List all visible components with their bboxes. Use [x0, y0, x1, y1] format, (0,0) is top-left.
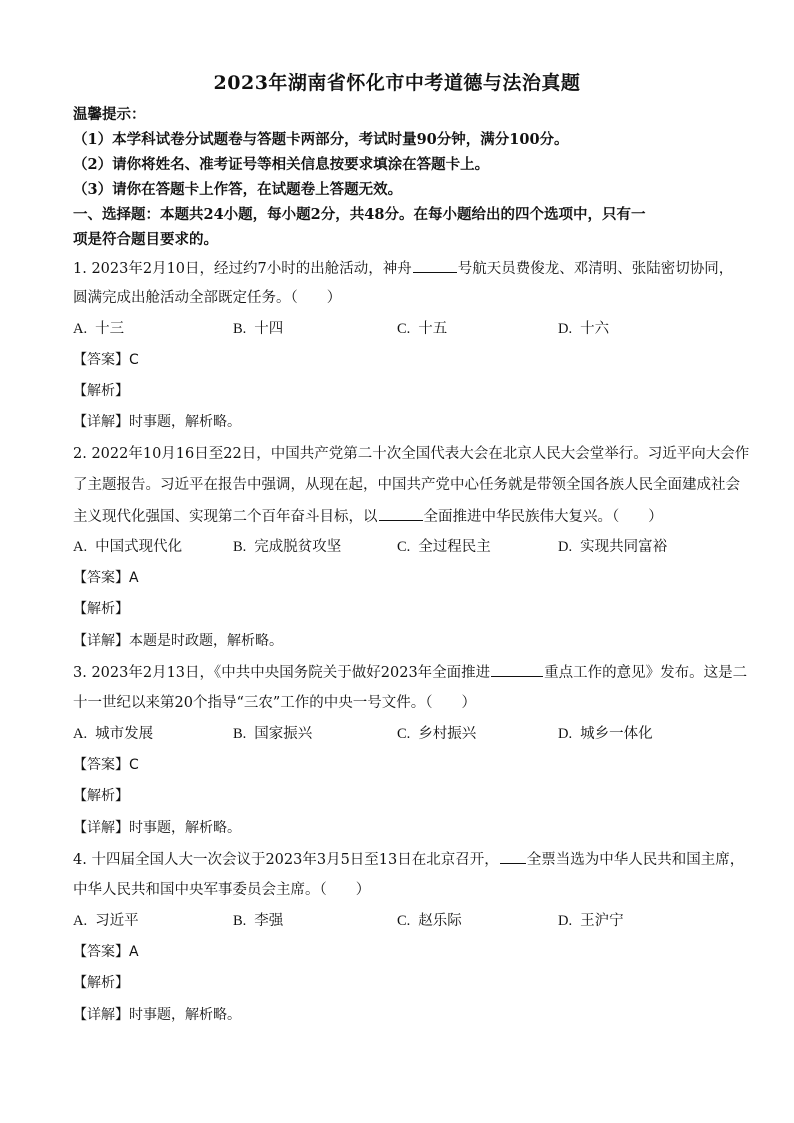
question-3-detail: 【详解】时事题，解析略。 — [73, 820, 241, 836]
option-a: A. 十三 — [73, 321, 125, 337]
stem-text: 全票当选为中华人民共和国主席， — [526, 852, 745, 868]
question-1-detail: 【详解】时事题，解析略。 — [73, 414, 241, 430]
question-1-stem-line2: 圆满完成出舱活动全部既定任务。（ ） — [73, 290, 342, 306]
stem-text: 3. 2023年2月13日，《中共中央国务院关于做好2023年全面推进 — [73, 665, 491, 681]
question-3-answer: 【答案】C — [73, 757, 139, 773]
question-2-answer: 【答案】A — [73, 570, 139, 586]
question-3-stem-line1 — [73, 662, 748, 683]
question-2-detail: 【详解】本题是时政题，解析略。 — [73, 633, 283, 649]
stem-text: 4. 十四届全国人大一次会议于2023年3月5日至13日在北京召开， — [73, 852, 499, 868]
tips-heading: 温馨提示： — [73, 106, 146, 123]
option-d: D. 十六 — [558, 321, 610, 337]
question-2-stem-line1: 2. 2022年10月16日至22日，中国共产党第二十次全国代表大会在北京人民大会堂举行。习近平向大会作 — [73, 446, 750, 462]
question-3-stem-line2: 十一世纪以来第20个指导“三农”工作的中央一号文件。（ ） — [73, 695, 477, 711]
section-heading-line1: 一、选择题：本题共24小题，每小题2分，共48分。在每小题给出的四个选项中，只有一 — [73, 206, 646, 223]
answer-blank — [491, 662, 543, 677]
tip-item-2: （2）请你将姓名、准考证号等相关信息按要求填涂在答题卡上。 — [73, 156, 490, 173]
stem-text: 全面推进中华民族伟大复兴。（ ） — [423, 509, 663, 525]
option-d: D. 实现共同富裕 — [558, 539, 668, 555]
option-c: C. 乡村振兴 — [397, 726, 477, 742]
question-3-options — [73, 724, 723, 744]
question-4-stem-line2: 中华人民共和国中央军事委员会主席。（ ） — [73, 882, 371, 898]
option-c: C. 全过程民主 — [397, 539, 491, 555]
question-2-options — [73, 537, 723, 557]
option-d: D. 王沪宁 — [558, 913, 624, 929]
option-d: D. 城乡一体化 — [558, 726, 653, 742]
page-title: 2023年湖南省怀化市中考道德与法治真题 — [213, 72, 581, 94]
question-1-analysis: 【解析】 — [73, 383, 129, 399]
option-b: B. 李强 — [233, 913, 284, 929]
tip-item-1: （1）本学科试卷分试题卷与答题卡两部分，考试时量90分钟，满分100分。 — [73, 131, 569, 148]
tip-item-3: （3）请你在答题卡上作答，在试题卷上答题无效。 — [73, 181, 403, 198]
stem-text: 重点工作的意见》发布。这是二 — [544, 665, 748, 681]
stem-text: 1. 2023年2月10日，经过约7小时的出舱活动，神舟 — [73, 261, 412, 277]
option-a: A. 城市发展 — [73, 726, 154, 742]
question-4-stem-line1 — [73, 849, 745, 870]
question-1-answer: 【答案】C — [73, 352, 139, 368]
stem-text: 主义现代化强国、实现第二个百年奋斗目标，以 — [73, 509, 378, 525]
answer-blank — [500, 849, 526, 864]
option-a: A. 中国式现代化 — [73, 539, 183, 555]
stem-text: 号航天员费俊龙、邓清明、张陆密切协同， — [457, 261, 734, 277]
question-4-analysis: 【解析】 — [73, 975, 129, 991]
answer-blank — [413, 258, 457, 273]
question-2-analysis: 【解析】 — [73, 601, 129, 617]
question-2-stem-line2: 了主题报告。习近平在报告中强调，从现在起，中国共产党中心任务就是带领全国各族人民全面建成社会 — [73, 477, 740, 493]
question-4-answer: 【答案】A — [73, 944, 139, 960]
option-b: B. 完成脱贫攻坚 — [233, 539, 342, 555]
section-heading-line2: 项是符合题目要求的。 — [73, 231, 218, 248]
question-3-analysis: 【解析】 — [73, 788, 129, 804]
option-b: B. 十四 — [233, 321, 284, 337]
question-1-options — [73, 319, 723, 339]
question-1-stem-line1 — [73, 258, 734, 279]
question-4-detail: 【详解】时事题，解析略。 — [73, 1007, 241, 1023]
answer-blank — [379, 506, 423, 521]
option-c: C. 赵乐际 — [397, 913, 462, 929]
option-b: B. 国家振兴 — [233, 726, 313, 742]
question-2-stem-line3 — [73, 506, 723, 527]
question-4-options — [73, 911, 723, 931]
option-c: C. 十五 — [397, 321, 448, 337]
option-a: A. 习近平 — [73, 913, 139, 929]
